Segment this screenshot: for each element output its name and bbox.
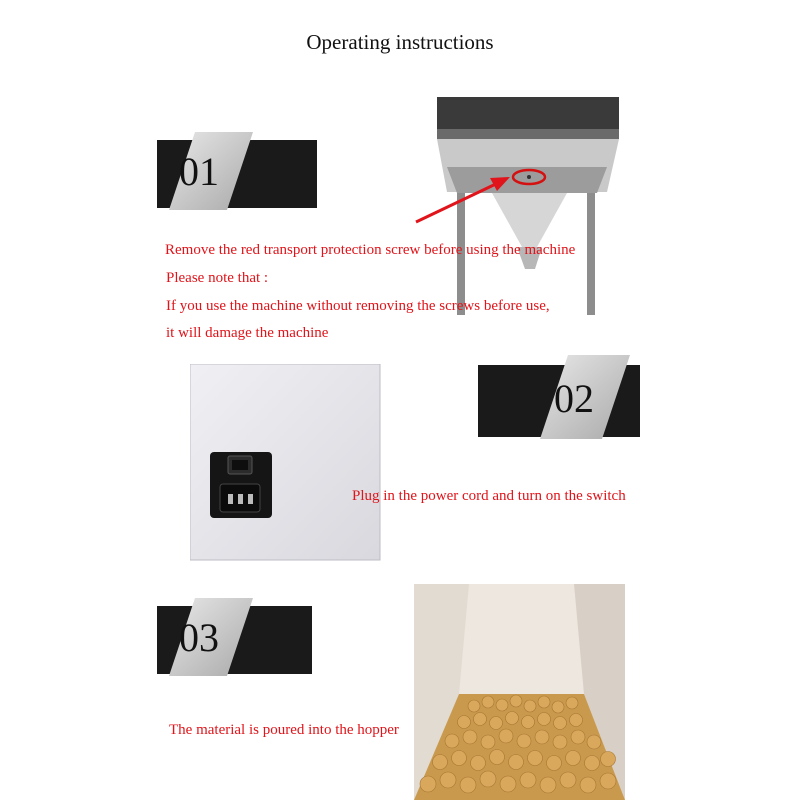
step-02-badge — [478, 355, 640, 439]
step-01-line-1: Remove the red transport protection screw before using the machine — [165, 242, 576, 258]
step-02-line-1: Plug in the power cord and turn on the switch — [352, 488, 626, 504]
step-01-number: 01 — [179, 149, 219, 194]
step-02-number: 02 — [554, 376, 594, 421]
hopper-with-beans-photo — [414, 584, 625, 800]
page-title: Operating instructions — [306, 30, 494, 54]
power-switch-panel-photo — [190, 364, 383, 562]
step-03-number: 03 — [179, 615, 219, 660]
step-03-line-1: The material is poured into the hopper — [169, 722, 399, 738]
step-01-line-3: If you use the machine without removing the screws before use, — [166, 298, 550, 314]
red-arrow-icon — [398, 172, 518, 232]
step-01-badge — [157, 132, 317, 210]
step-01-line-2: Please note that : — [166, 270, 269, 286]
step-03-badge — [157, 598, 312, 676]
step-01-line-4: it will damage the machine — [166, 325, 329, 341]
